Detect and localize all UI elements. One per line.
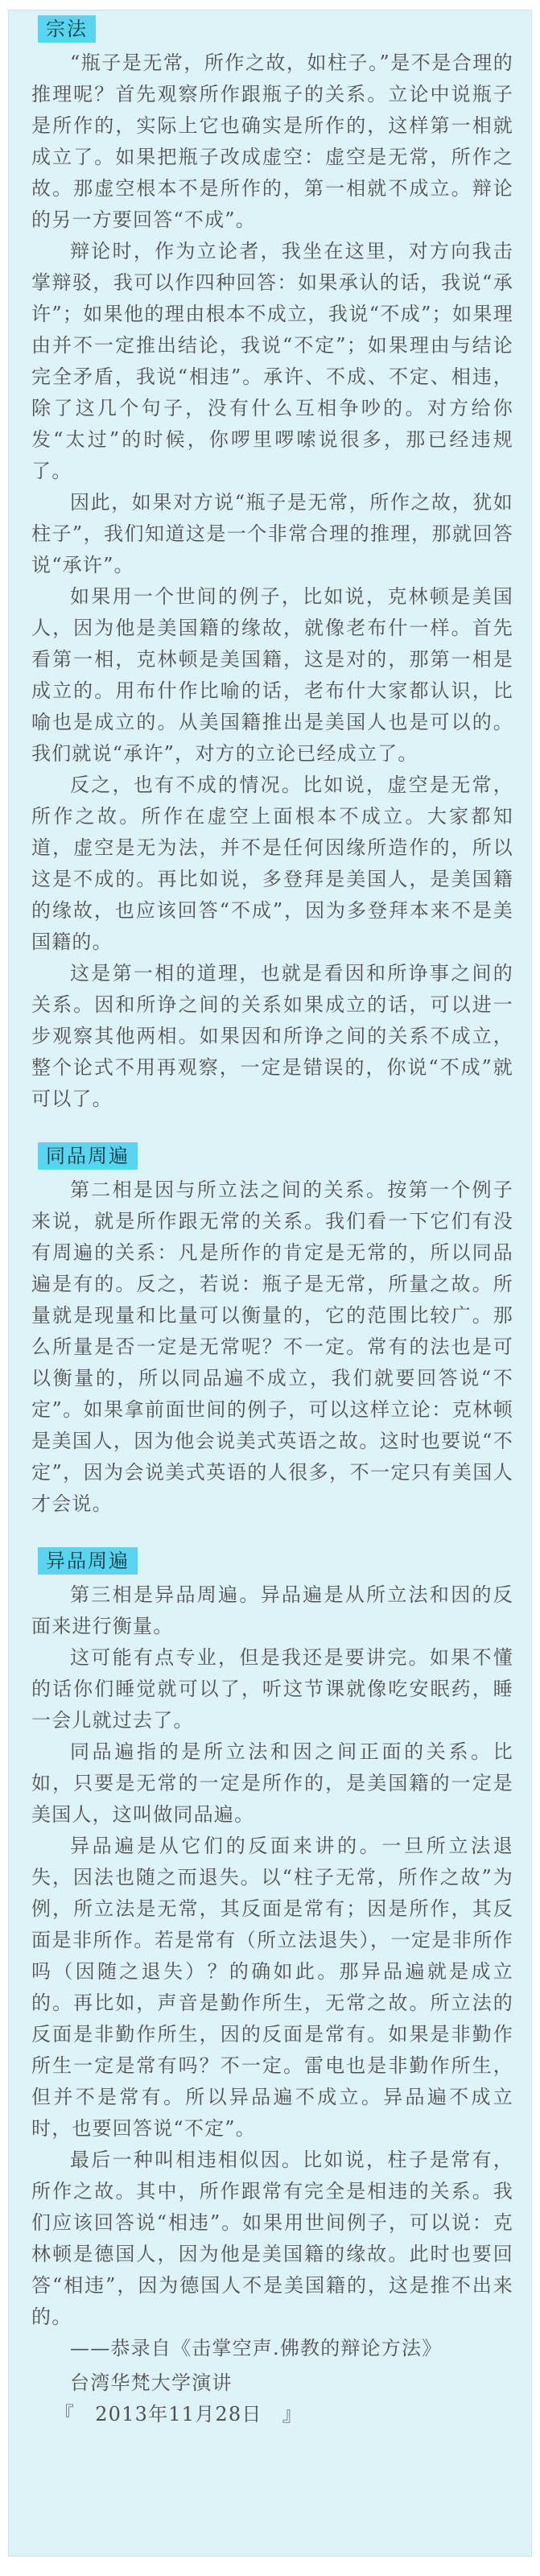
paragraph: 如果用一个世间的例子，比如说，克林顿是美国人，因为他是美国籍的缘故，就像老布什一样。首先看第一相，克林顿是美国籍，这是对的，那第一相是成立的。用布什作比喻的话，老布什大家都认识，比喻也是成立的。从美国籍推出是美国人也是可以的。我们就说“承许”，对方的立论已经成立了。 <box>31 585 513 765</box>
paragraph: 同品遍指的是所立法和因之间正面的关系。比如，只要是无常的一定是所作的，是美国籍的一定是美国人，这叫做同品遍。 <box>31 1740 513 1826</box>
article-panel <box>8 10 532 2557</box>
paragraph: 这可能有点专业，但是我还是要讲完。如果不懂的话你们睡觉就可以了，听这节课就像吃安眠药，睡一会儿就过去了。 <box>31 1646 513 1732</box>
paragraph: 反之，也有不成的情况。比如说，虚空是无常，所作之故。所作在虚空上面根本不成立。大家都知道，虚空是无为法，并不是任何因缘所造作的，所以这是不成的。再比如说，多登拜是美国人，是美国籍的缘故，也应该回答“不成”，因为多登拜本来不是美国籍的。 <box>31 774 513 953</box>
source-citation: ——恭录自《击掌空声.佛教的辩论方法》 <box>70 2337 443 2359</box>
section-tag: 异品周遍 <box>38 1547 138 1575</box>
paragraph: 因此，如果对方说“瓶子是无常，所作之故，犹如柱子”，我们知道这是一个非常合理的推理，那就回答说“承许”。 <box>31 491 513 576</box>
section-tag: 宗法 <box>38 15 96 43</box>
section-tag: 同品周遍 <box>38 1142 138 1170</box>
paragraph: 异品遍是从它们的反面来讲的。一旦所立法退失，因法也随之而退失。以“柱子无常，所作之故”为例，所立法是无常，其反面是常有；因是所作，其反面是非所作。若是常有（所立法退失），一定是非所作吗（因随之退失）？的确如此。那异品遍就是成立的。再比如，声音是勤作所生，无常之故。所立法的反面是非勤作所生，因的反面是常有。如果是非勤作所生一定是常有吗？不一定。雷电也是非勤作所生，但并不是常有。所以异品遍不成立。异品遍不成立时，也要回答说“不定”。 <box>31 1835 513 2140</box>
paragraph: 第三相是异品周遍。异品遍是从所立法和因的反面来进行衡量。 <box>31 1583 513 1637</box>
paragraph: 最后一种叫相违相似因。比如说，柱子是常有，所作之故。其中，所作跟常有完全是相违的关系。我们应该回答说“相违”。如果用世间例子，可以说：克林顿是德国人，因为他是美国籍的缘故。此时也要回答“相违”，因为德国人不是美国籍的，这是推不出来的。 <box>31 2149 513 2328</box>
lecture-date: 『 2013年11月28日 』 <box>54 2403 303 2425</box>
paragraph: “瓶子是无常，所作之故，如柱子。”是不是合理的推理呢？首先观察所作跟瓶子的关系。立论中说瓶子是所作的，实际上它也确实是所作的，这样第一相就成立了。如果把瓶子改成虚空：虚空是无常，所作之故。那虚空根本不是所作的，第一相就不成立。辩论的另一方要回答“不成”。 <box>31 52 513 231</box>
section-zongfa <box>9 10 531 1115</box>
lecture-venue: 台湾华梵大学演讲 <box>70 2372 233 2394</box>
footer <box>31 2368 513 2430</box>
paragraph: 第二相是因与所立法之间的关系。按第一个例子来说，就是所作跟无常的关系。我们看一下它们有没有周遍的关系：凡是所作的肯定是无常的，所以同品遍是有的。反之，若说：瓶子是无常，所量之故。所量就是现量和比量可以衡量的，它的范围比较广。那么所量是否一定是无常呢？不一定。常有的法也是可以衡量的，所以同品遍不成立，我们就要回答说“不定”。如果拿前面世间的例子，可以这样立论：克林顿是美国人，因为他会说美式英语之故。这时也要说“不定”，因为会说美式英语的人很多，不一定只有美国人才会说。 <box>31 1179 513 1515</box>
section-tongpin <box>9 1137 531 1520</box>
paragraph: 辩论时，作为立论者，我坐在这里，对方向我击掌辩驳，我可以作四种回答：如果承认的话，我说“承许”；如果他的理由根本不成立，我说“不成”；如果理由并不一定推出结论，我说“不定”；如果理由与结论完全矛盾，我说“相违”。承许、不成、不定、相违，除了这几个句子，没有什么互相争吵的。对方给你发“太过”的时候，你啰里啰嗦说很多，那已经违规了。 <box>31 240 513 482</box>
section-spacer <box>9 1115 531 1137</box>
section-spacer <box>9 1520 531 1542</box>
paragraph: 这是第一相的道理，也就是看因和所诤事之间的关系。因和所诤之间的关系如果成立的话，可以进一步观察其他两相。如果因和所诤之间的关系不成立，整个论式不用再观察，一定是错误的，你说“不成”就可以了。 <box>31 962 513 1110</box>
section-yipin <box>9 1542 531 2430</box>
